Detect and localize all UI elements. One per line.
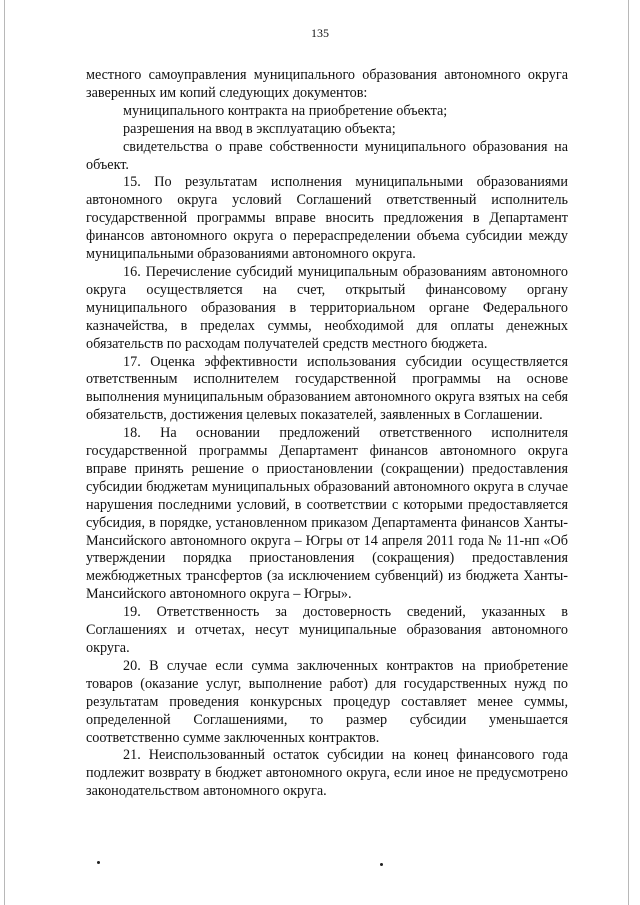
paragraph-15: 15. По результатам исполнения муниципальными образованиями автономного округа условий Соглашений ответственный исполнитель государственной программы вправе вносить предложения в Департамент финансов автономного округа о перераспределении объема субсидии между муниципальными образованиями автономного округа. [86, 174, 568, 263]
document-list-item: разрешения на ввод в эксплуатацию объекта; [123, 120, 396, 137]
paragraph-20: 20. В случае если сумма заключенных контрактов на приобретение товаров (оказание услуг, выполнение работ) для государственных нужд по результатам проведения конкурсных процедур составляет менее суммы, определенной Соглашениями, то размер субсидии уменьшается соответственно сумме заключенных контрактов. [86, 657, 568, 746]
paragraph-21: 21. Неиспользованный остаток субсидии на конец финансового года подлежит возврату в бюджет автономного округа, если иное не предусмотрено законодательством автономного округа. [86, 747, 568, 800]
scan-edge-left [4, 0, 5, 905]
document-body [86, 67, 568, 801]
page-number: 135 [311, 26, 329, 40]
paragraph-16: 16. Перечисление субсидий муниципальным образованиям автономного округа осуществляется на счет, открытый финансовому органу муниципального образования в территориальном органе Федерального казначейства, в пределах суммы, необходимой для оплаты денежных обязательств по расходам получателей средств местного бюджета. [86, 263, 568, 352]
paragraph-17: 17. Оценка эффективности использования субсидии осуществляется ответственным исполнителем государственной программы на основе выполнения муниципальным образованием автономного округа взятых на себя обязательств, достижения целевых показателей, заявленных в Соглашении. [86, 353, 568, 424]
paragraph-18: 18. На основании предложений ответственного исполнителя государственной программы Департамент финансов автономного округа вправе принять решение о приостановлении (сокращении) предоставления субсидии бюджетам муниципальных образований автономного округа в случае нарушения последними условий, в соответствии с которыми предоставляется субсидия, в порядке, установленном приказом Департамента финансов Ханты-Мансийского автономного округа – Югры от 14 апреля 2011 года № 11-нп «Об утверждении порядка приостановления (сокращения) предоставления межбюджетных трансфертов (за исключением субвенций) из бюджета Ханты-Мансийского автономного округа – Югры». [86, 425, 568, 603]
document-list-item: муниципального контракта на приобретение объекта; [123, 102, 448, 119]
document-list-item: свидетельства о праве собственности муниципального образования на объект. [86, 138, 568, 173]
scan-speck [380, 863, 383, 866]
scan-edge-right [628, 0, 629, 905]
paragraph-continuation: местного самоуправления муниципального образования автономного округа заверенных им копий следующих документов: [86, 67, 568, 101]
scan-speck [97, 861, 100, 864]
paragraph-19: 19. Ответственность за достоверность сведений, указанных в Соглашениях и отчетах, несут муниципальные образования автономного округа. [86, 604, 568, 656]
